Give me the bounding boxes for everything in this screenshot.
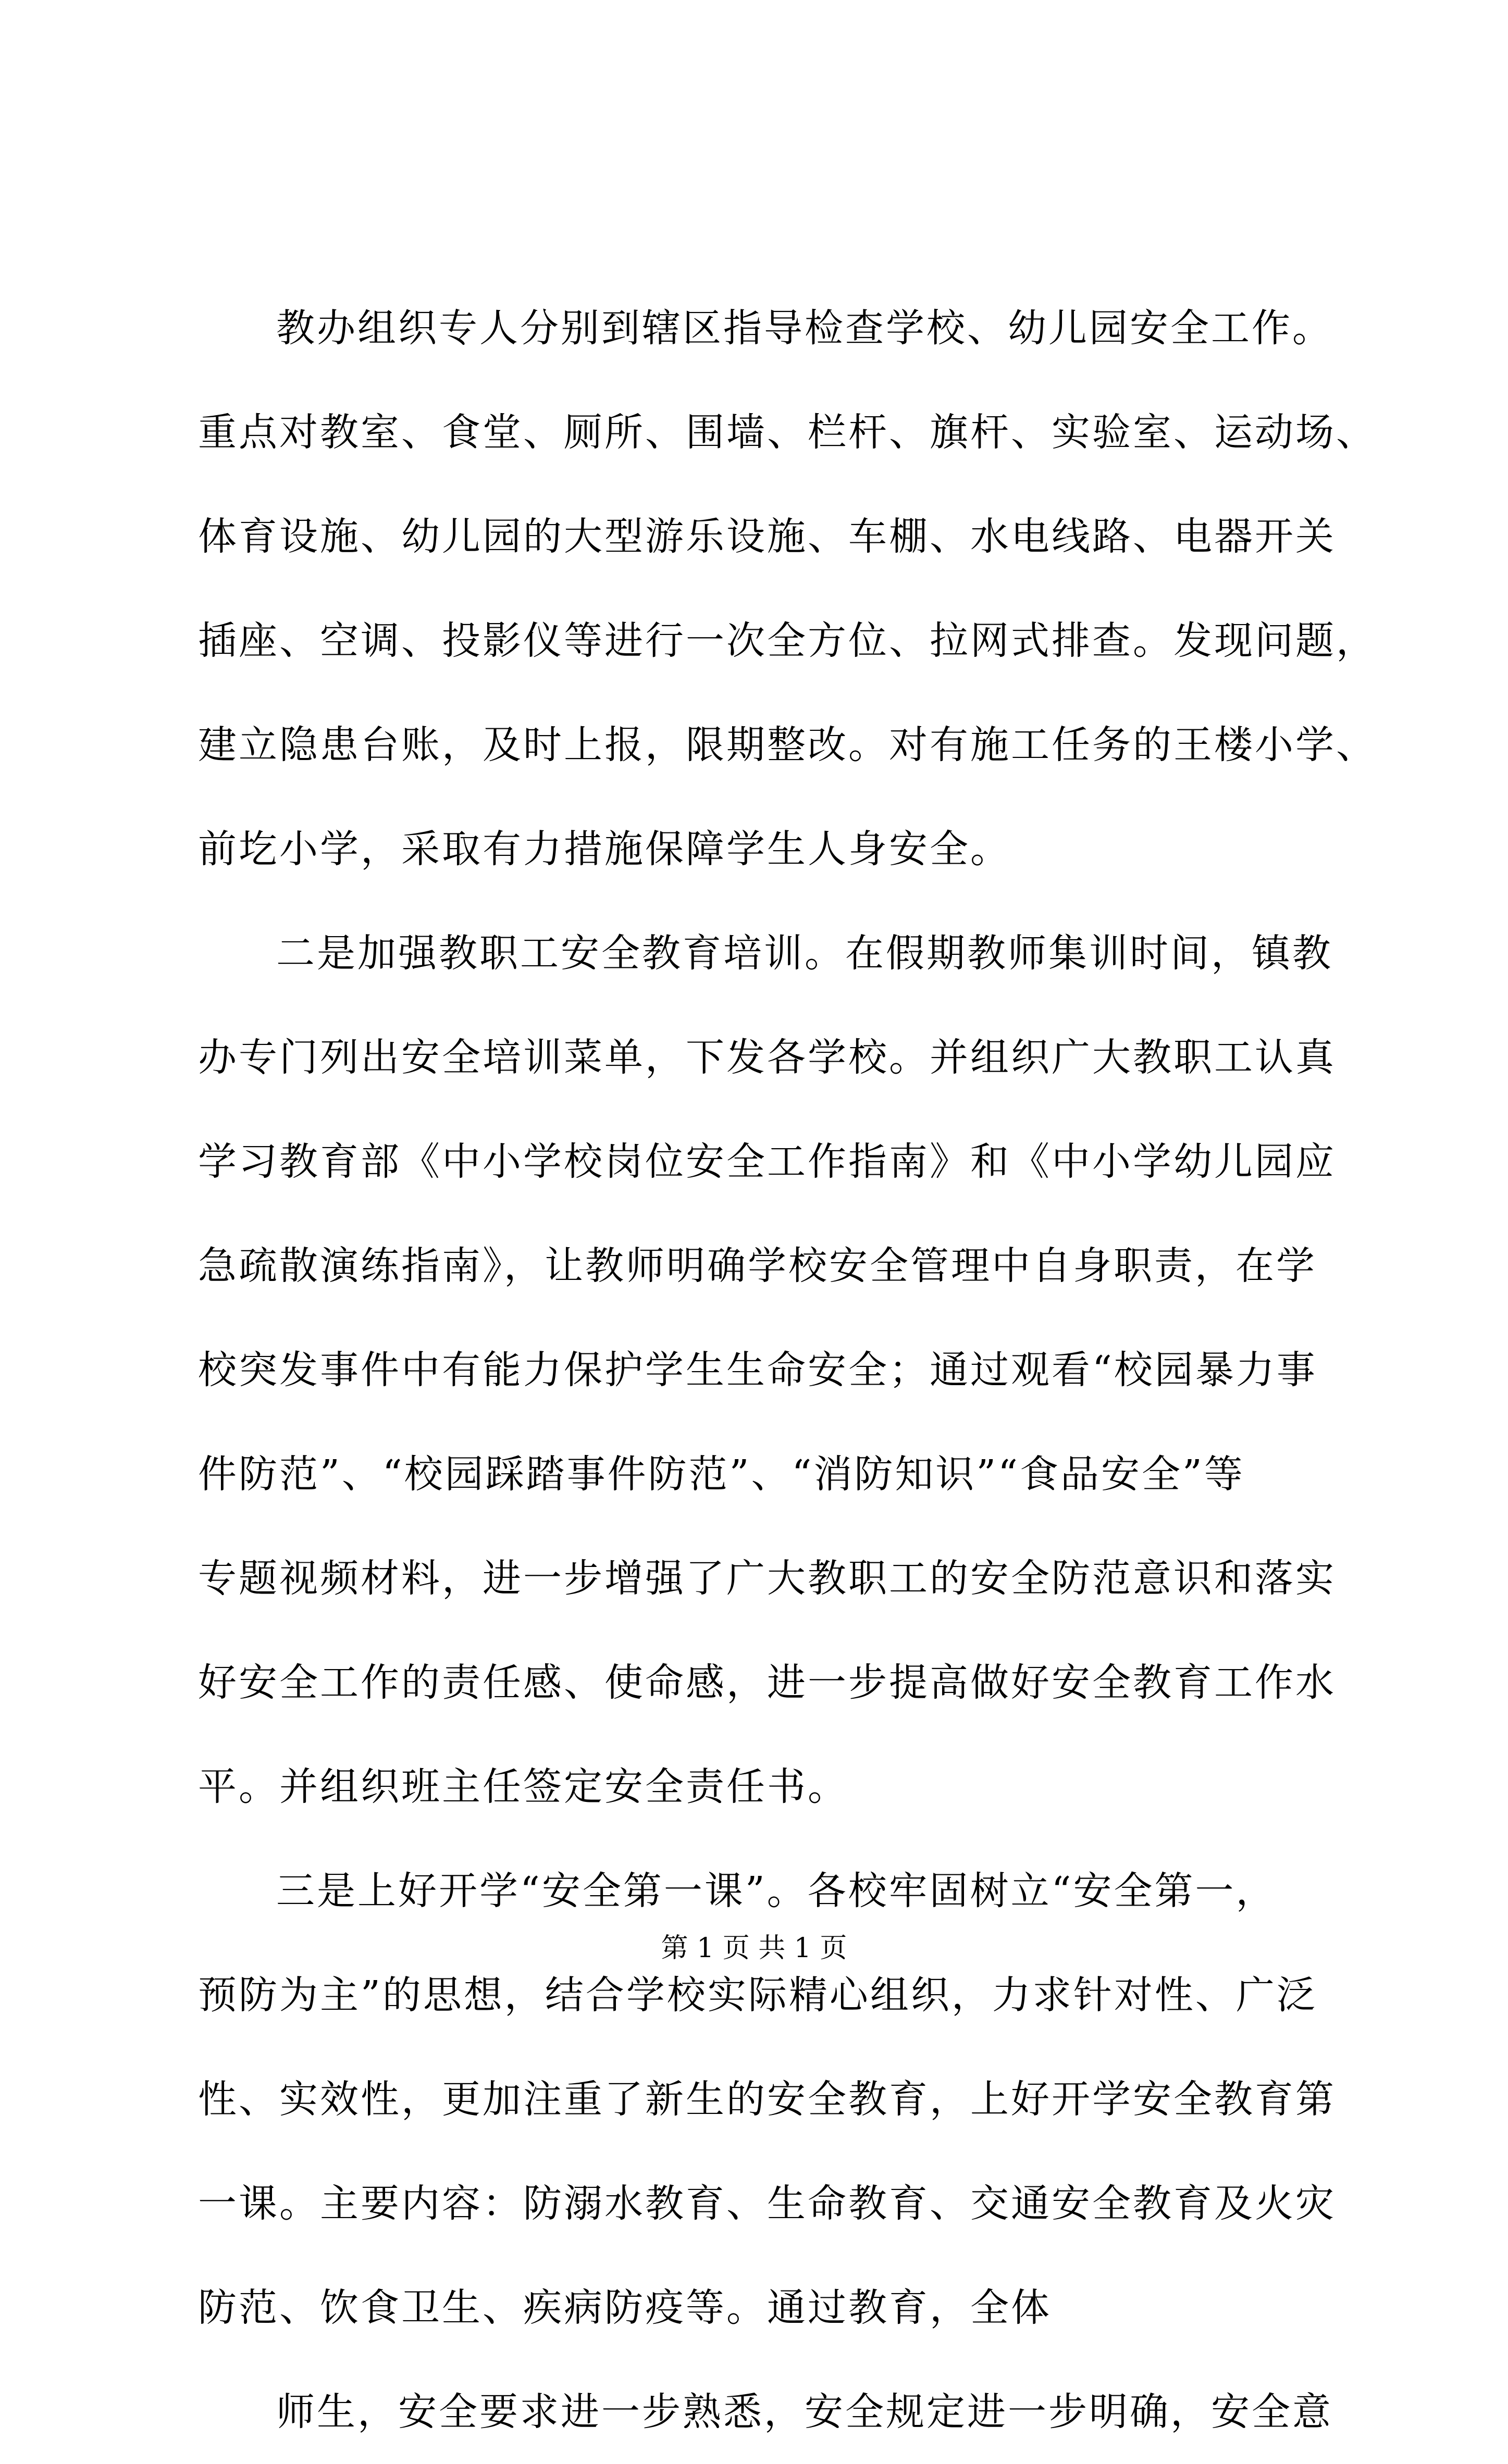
text-line: 插座、空调、投影仪等进行一次全方位、拉网式排查。发现问题， bbox=[198, 618, 1377, 663]
text-line: 预防为主”的思想，结合学校实际精心组织，力求针对性、广泛 bbox=[198, 1973, 1317, 2018]
text-line: 好安全工作的责任感、使命感，进一步提高做好安全教育工作水 bbox=[198, 1660, 1336, 1705]
text-line: 体育设施、幼儿园的大型游乐设施、车棚、水电线路、电器开关 bbox=[198, 514, 1336, 559]
text-line: 专题视频材料，进一步增强了广大教职工的安全防范意识和落实 bbox=[198, 1556, 1336, 1601]
text-line: 重点对教室、食堂、厕所、围墙、栏杆、旗杆、实验室、运动场、 bbox=[198, 410, 1377, 455]
text-line: 前圪小学，采取有力措施保障学生人身安全。 bbox=[198, 827, 1011, 872]
text-line: 教办组织专人分别到辖区指导检查学校、幼儿园安全工作。 bbox=[276, 306, 1333, 351]
text-line: 三是上好开学“安全第一课”。各校牢固树立“安全第一， bbox=[276, 1869, 1277, 1913]
text-line: 一课。主要内容：防溺水教育、生命教育、交通安全教育及火灾 bbox=[198, 2181, 1336, 2226]
page-footer: 第 1 页 共 1 页 bbox=[661, 1933, 847, 1964]
body-text bbox=[198, 276, 1417, 2464]
text-line: 件防范”、“校园踩踏事件防范”、“消防知识”“食品安全”等 bbox=[198, 1452, 1245, 1497]
text-line: 建立隐患台账，及时上报，限期整改。对有施工任务的王楼小学、 bbox=[198, 723, 1377, 767]
text-line: 办专门列出安全培训菜单，下发各学校。并组织广大教职工认真 bbox=[198, 1035, 1336, 1080]
text-line: 学习教育部《中小学校岗位安全工作指南》和《中小学幼儿园应 bbox=[198, 1139, 1336, 1184]
text-line: 防范、饮食卫生、疾病防疫等。通过教育，全体 bbox=[198, 2285, 1052, 2330]
text-line: 平。并组织班主任签定安全责任书。 bbox=[198, 1764, 848, 1809]
text-line: 二是加强教职工安全教育培训。在假期教师集训时间，镇教 bbox=[276, 931, 1333, 976]
text-line: 急疏散演练指南》，让教师明确学校安全管理中自身职责，在学 bbox=[198, 1243, 1317, 1288]
text-line: 校突发事件中有能力保护学生生命安全；通过观看“校园暴力事 bbox=[198, 1348, 1317, 1392]
text-line: 性、实效性，更加注重了新生的安全教育，上好开学安全教育第 bbox=[198, 2077, 1336, 2122]
text-line: 师生，安全要求进一步熟悉，安全规定进一步明确，安全意 bbox=[276, 2390, 1333, 2434]
